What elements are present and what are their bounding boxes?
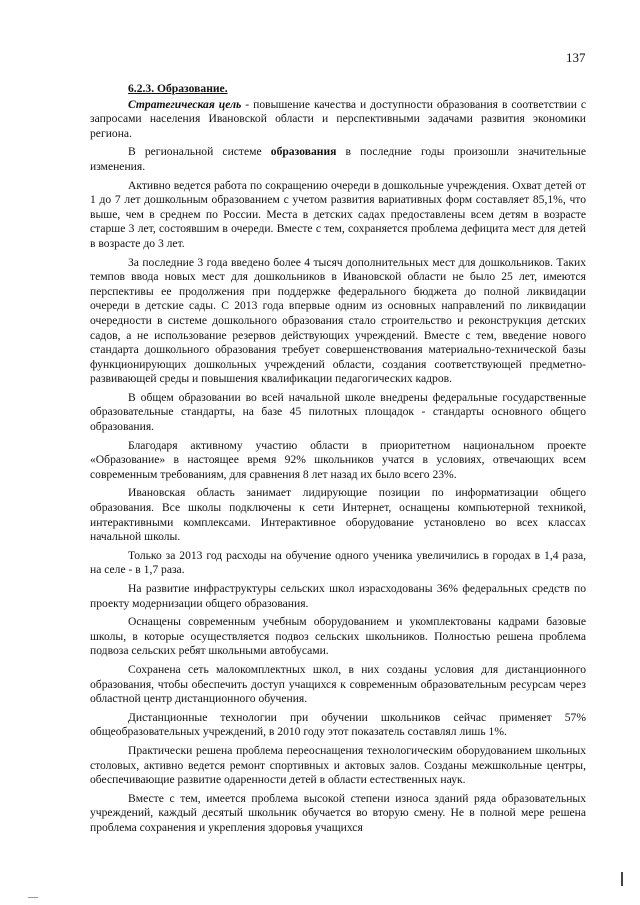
paragraph-9: Оснащены современным учебным оборудованием и укомплектованы кадрами базовые школы, в которые осуществляется подвоз сельских школьников. Полностью решена проблема подвоза сельских ребят школьными автобусами. — [90, 615, 586, 658]
paragraph-1-start: В региональной системе — [128, 145, 271, 159]
paragraph-7: Только за 2013 год расходы на обучение одного ученика увеличились в городах в 1,4 раза, на селе - в 1,7 раза. — [90, 548, 586, 577]
goal-text: - повышение качества и доступности образования в соответствии с запросами населения Ивановской области и перспективными задачами развития экономики региона. — [90, 97, 587, 140]
paragraph-1-bold: образования — [270, 145, 337, 159]
paragraph-12: Практически решена проблема переоснащения технологическим оборудованием школьных столовых, активно ведется ремонт спортивных и актовых залов. Созданы межшкольные центры, обеспечивающие развитие одаренности детей в области естественных наук. — [90, 743, 586, 787]
paragraph-1 — [90, 145, 586, 174]
strategic-goal-paragraph — [90, 98, 586, 142]
paragraph-10: Сохранена сеть малокомплектных школ, в них созданы условия для дистанционного образования, чтобы обеспечить доступ учащихся к современным образовательным ресурсам через областной центр дистанционного обучения. — [90, 662, 586, 706]
page-number: 137 — [566, 50, 586, 65]
document-body — [90, 82, 586, 840]
paragraph-3: За последние 3 года введено более 4 тысяч дополнительных мест для дошкольников. Таких темпов ввода новых мест для дошкольников в Ивановской области не было 25 лет, имеются перспективы ее продолжения при поддержке федерального бюджета до полной ликвидации очереди в детские сады. С 2013 года впервые одним из основных направлений по ликвидации очередности в системе дошкольного образования стало строительство и реконструкция детских садов, а не использование резервов действующих учреждений. Вместе с тем, введение нового стандарта дошкольного образования требует совершенствования материально-технической базы функционирующих дошкольных учреждений области, создания соответствующей предметно-развивающей среды и повышения квалификации педагогических кадров. — [90, 255, 586, 386]
paragraph-13: Вместе с тем, имеется проблема высокой степени износа зданий ряда образовательных учреждений, каждый десятый школьник обучается во вторую смену. Не в полной мере решена проблема сохранения и укрепления здоровья учащихся — [90, 791, 586, 834]
paragraph-1-end: в последние годы произошли значительные изменения. — [90, 145, 586, 173]
paragraph-4: В общем образовании во всей начальной школе внедрены федеральные государственные образовательные стандарты, на базе 45 пилотных площадок - стандарты основного общего образования. — [90, 390, 586, 434]
paragraph-8: На развитие инфраструктуры сельских школ израсходованы 36% федеральных средств по проекту модернизации общего образования. — [90, 582, 586, 610]
scan-artifact-dots — [28, 897, 38, 898]
scan-artifact-mark — [621, 872, 623, 886]
paragraph-6: Ивановская область занимает лидирующие позиции по информатизации общего образования. Все школы подключены к сети Интернет, оснащены компьютерной техникой, интерактивными комплексами. Интерактивное оборудование установлено во всех классах начальной школы. — [90, 486, 586, 544]
paragraph-2: Активно ведется работа по сокращению очереди в дошкольные учреждения. Охват детей от 1 до 7 лет дошкольным образованием с учетом развития вариативных форм составляет 85,1%, что выше, чем в среднем по России. Места в детских садах предоставлены всем детям в возрасте старше 3 лет, состоявшим в очереди. Вместе с тем, сохраняется проблема дефицита мест для детей в возрасте до 3 лет. — [90, 178, 586, 250]
paragraph-5: Благодаря активному участию области в приоритетном национальном проекте «Образование» в настоящее время 92% школьников учатся в условиях, отвечающих всем современным требованиям, для сравнения 8 лет назад их было всего 23%. — [90, 438, 586, 481]
goal-label: Стратегическая цель — [128, 97, 242, 111]
section-heading: 6.2.3. Образование. — [128, 82, 228, 95]
paragraph-11: Дистанционные технологии при обучении школьников сейчас применяет 57% общеобразовательных учреждений, в 2010 году этот показатель составлял лишь 1%. — [90, 710, 586, 739]
